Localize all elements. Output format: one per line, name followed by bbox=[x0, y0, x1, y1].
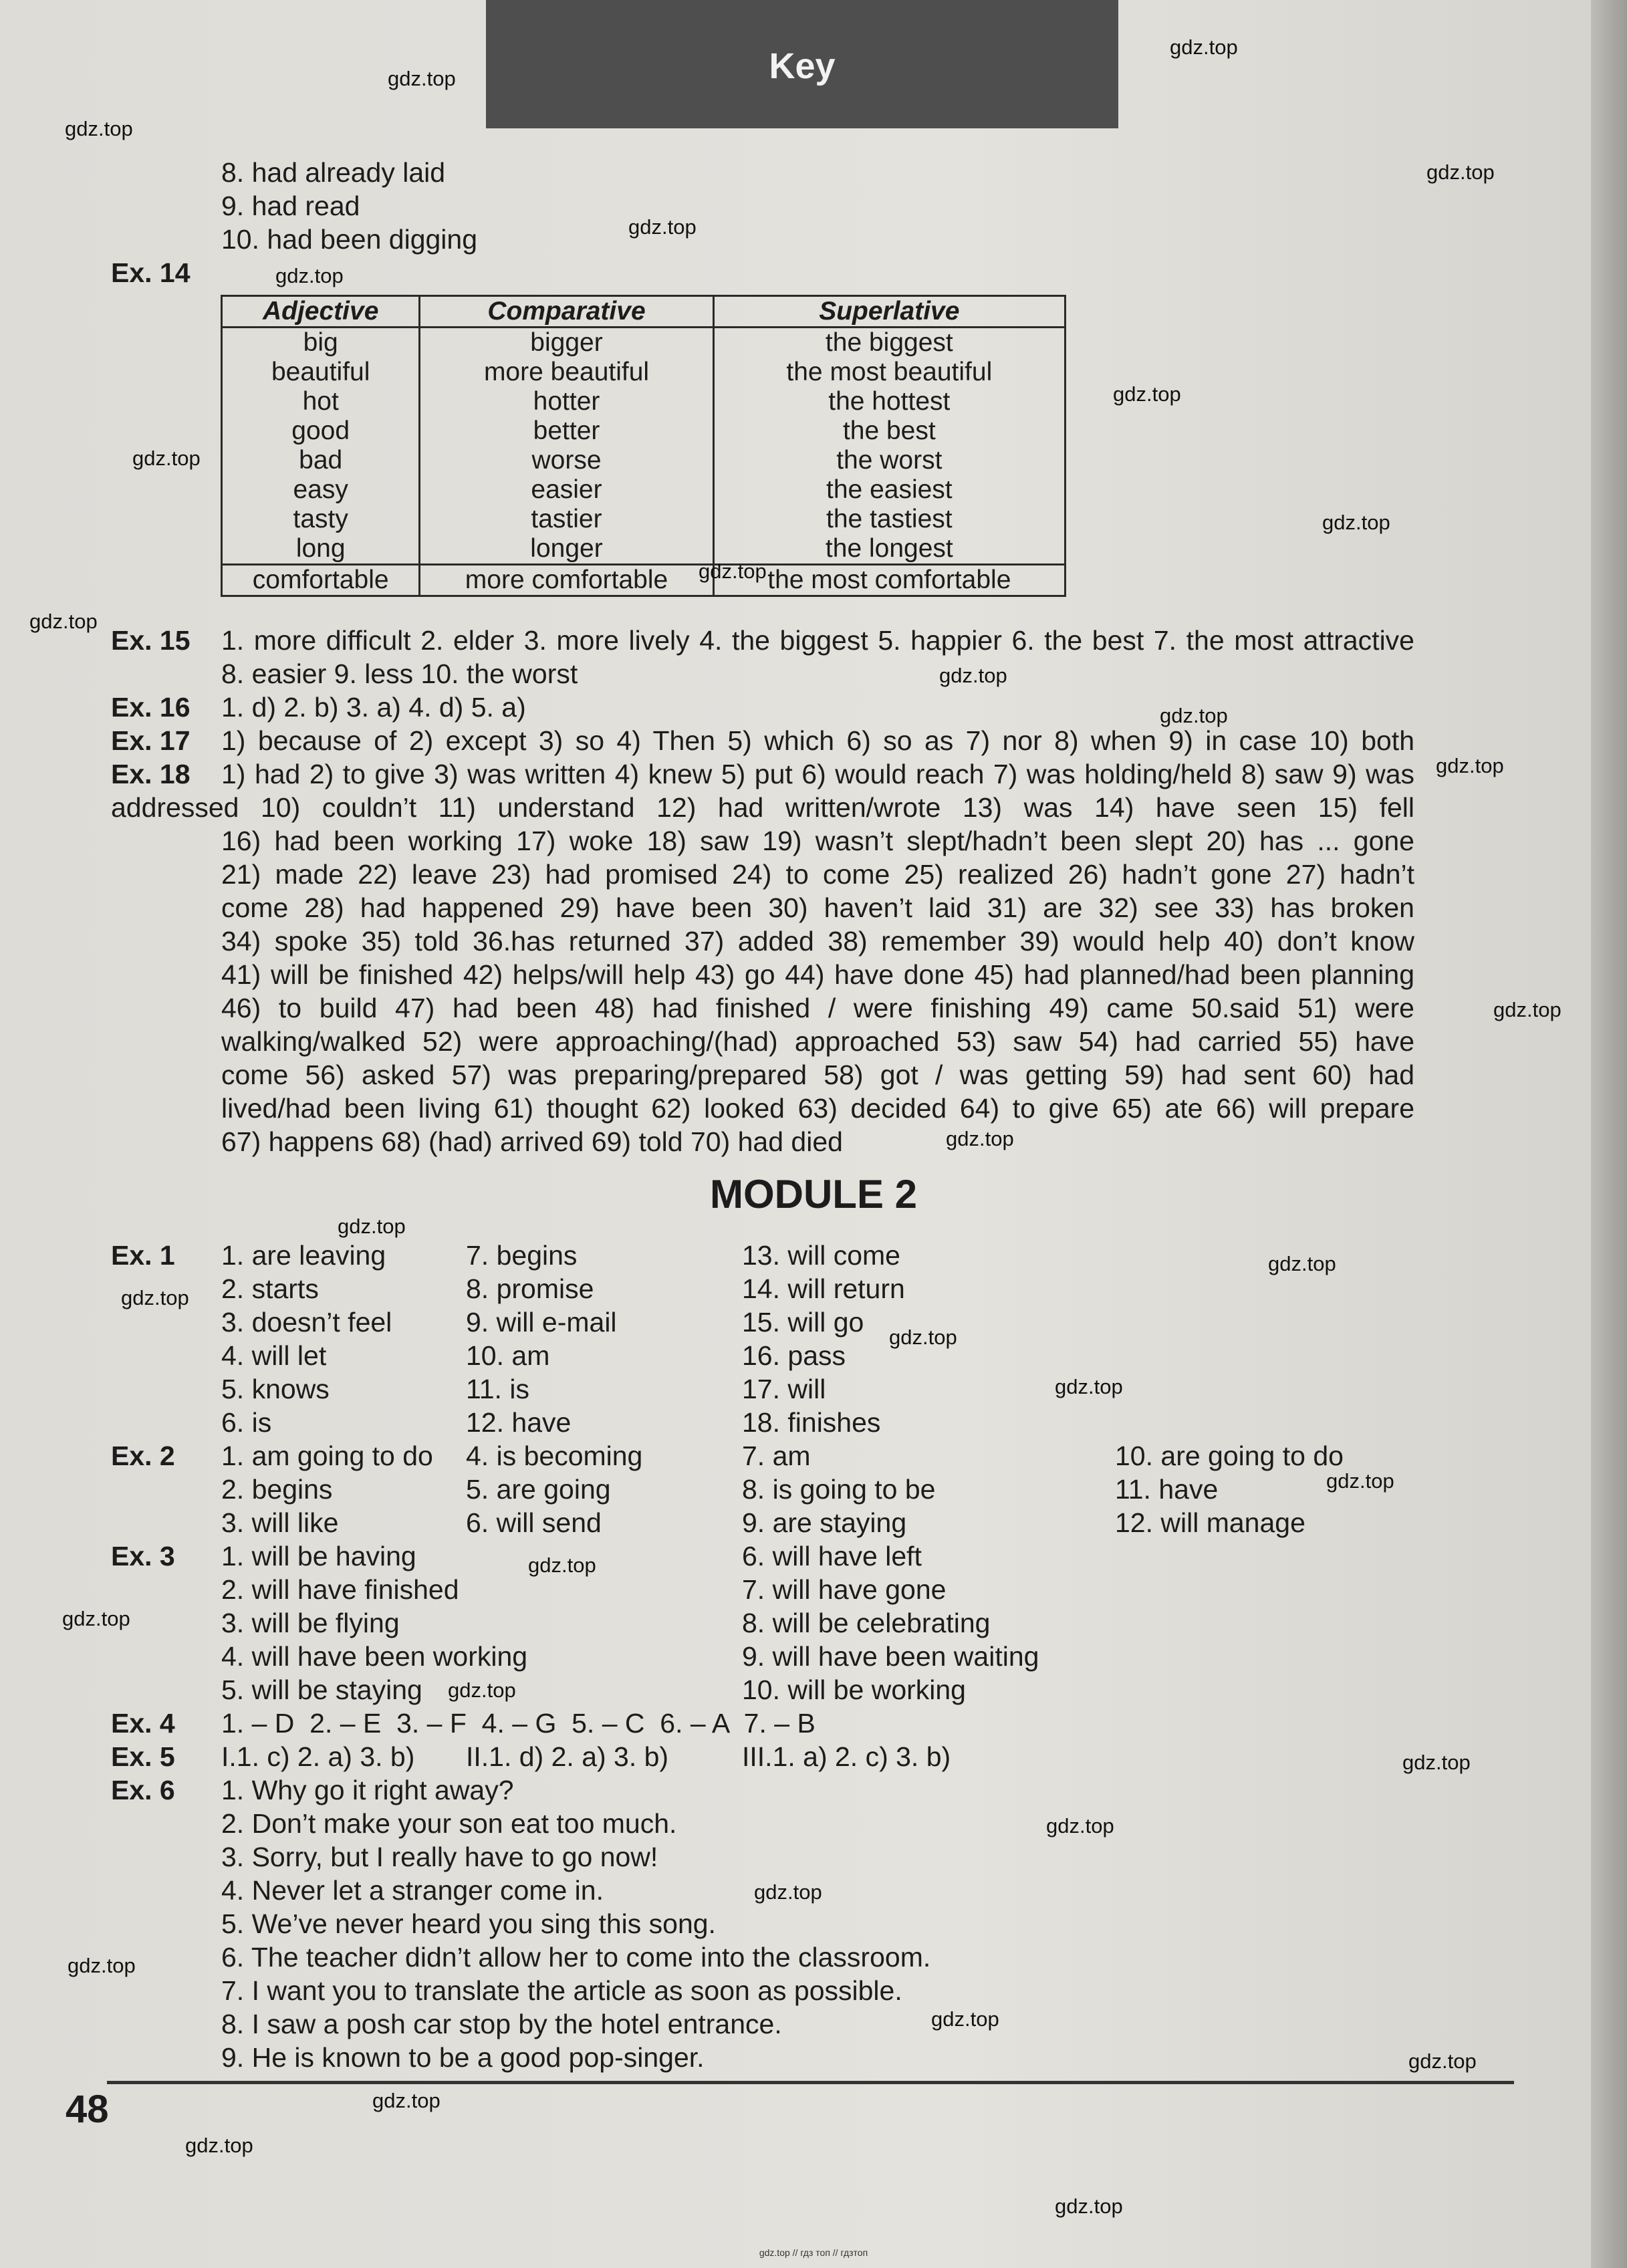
ex18-line: 46) to build 47) had been 48) had finished / were finishing 49) came 50.said 51) were bbox=[221, 993, 1414, 1023]
ex15-line: 1. more difficult 2. elder 3. more lively 4. the biggest 5. happier 6. the best 7. the most attractive bbox=[221, 625, 1414, 656]
watermark: gdz.top bbox=[1046, 1814, 1114, 1838]
list-item: 2. starts bbox=[221, 1273, 319, 1304]
list-item: 9. are staying bbox=[742, 1507, 907, 1538]
list-item: 1. Why go it right away? bbox=[221, 1775, 514, 1805]
list-item: 10. had been digging bbox=[221, 224, 478, 255]
table-header: Superlative bbox=[713, 296, 1065, 328]
ex5-part: II.1. d) 2. a) 3. b) bbox=[466, 1741, 669, 1772]
list-item: 3. will be flying bbox=[221, 1608, 400, 1638]
table-row bbox=[222, 416, 1066, 446]
ex5-label: Ex. 5 bbox=[111, 1741, 175, 1772]
watermark: gdz.top bbox=[62, 1607, 130, 1630]
table-cell: the most comfortable bbox=[713, 565, 1065, 596]
table-cell: the longest bbox=[713, 534, 1065, 565]
watermark: gdz.top bbox=[1160, 704, 1228, 727]
ex15-line: 8. easier 9. less 10. the worst bbox=[221, 658, 578, 689]
watermark: gdz.top bbox=[121, 1286, 189, 1309]
table-row bbox=[222, 387, 1066, 416]
table-cell: more comfortable bbox=[420, 565, 713, 596]
list-item: 12. have bbox=[466, 1407, 572, 1438]
page-title: Key bbox=[769, 46, 836, 86]
list-item: 8. is going to be bbox=[742, 1474, 936, 1505]
table-cell: easy bbox=[222, 475, 420, 505]
table-cell: hotter bbox=[420, 387, 713, 416]
list-item: 7. I want you to translate the article as soon as possible. bbox=[221, 1975, 902, 2006]
ex18-line: 1) had 2) to give 3) was written 4) knew 5) put 6) would reach 7) was holding/held 8) saw 9) was bbox=[221, 759, 1414, 789]
ex6-label: Ex. 6 bbox=[111, 1775, 175, 1805]
list-item: 8. had already laid bbox=[221, 157, 446, 188]
table-row bbox=[222, 446, 1066, 475]
list-item: 9. will e-mail bbox=[466, 1307, 617, 1338]
ex16-label: Ex. 16 bbox=[111, 692, 191, 723]
ex17-label: Ex. 17 bbox=[111, 725, 191, 756]
list-item: 5. knows bbox=[221, 1374, 330, 1404]
ex18-line: 34) spoke 35) told 36.has returned 37) added 38) remember 39) would help 40) don’t know bbox=[221, 926, 1414, 957]
watermark: gdz.top bbox=[185, 2134, 253, 2157]
list-item: 10. will be working bbox=[742, 1674, 966, 1705]
ex3-label: Ex. 3 bbox=[111, 1541, 175, 1571]
list-item: 1. will be having bbox=[221, 1541, 416, 1571]
watermark: gdz.top bbox=[628, 215, 697, 239]
ex16-answers: 1. d) 2. b) 3. a) 4. d) 5. a) bbox=[221, 692, 526, 723]
table-row bbox=[222, 475, 1066, 505]
ex4-answers: 1. – D 2. – E 3. – F 4. – G 5. – C 6. – A 7. – B bbox=[221, 1708, 816, 1739]
list-item: 3. doesn’t feel bbox=[221, 1307, 392, 1338]
table-cell: hot bbox=[222, 387, 420, 416]
list-item: 6. will have left bbox=[742, 1541, 922, 1571]
table-cell: tasty bbox=[222, 505, 420, 534]
table-cell: bigger bbox=[420, 328, 713, 358]
list-item: 10. are going to do bbox=[1115, 1440, 1344, 1471]
watermark: gdz.top bbox=[1170, 35, 1238, 59]
list-item: 6. will send bbox=[466, 1507, 602, 1538]
watermark: gdz.top bbox=[1426, 160, 1495, 184]
watermark: gdz.top bbox=[1322, 511, 1390, 534]
list-item: 5. We’ve never heard you sing this song. bbox=[221, 1908, 716, 1939]
list-item: 2. will have finished bbox=[221, 1574, 459, 1605]
watermark: gdz.top bbox=[68, 1954, 136, 1977]
table-cell: big bbox=[222, 328, 420, 358]
watermark: gdz.top bbox=[448, 1678, 516, 1702]
page-edge bbox=[1591, 0, 1627, 2268]
list-item: 5. will be staying bbox=[221, 1674, 422, 1705]
list-item: 11. is bbox=[466, 1374, 529, 1404]
ex18-line: come 56) asked 57) was preparing/prepared 58) got / was getting 59) had sent 60) had bbox=[221, 1059, 1414, 1090]
list-item: 14. will return bbox=[742, 1273, 905, 1304]
ex2-label: Ex. 2 bbox=[111, 1440, 175, 1471]
watermark: gdz.top bbox=[889, 1326, 957, 1349]
watermark: gdz.top bbox=[275, 264, 344, 287]
list-item: 5. are going bbox=[466, 1474, 611, 1505]
list-item: 10. am bbox=[466, 1340, 550, 1371]
ex17-answers: 1) because of 2) except 3) so 4) Then 5) which 6) so as 7) nor 8) when 9) in case 10) both bbox=[221, 725, 1414, 756]
list-item: 3. Sorry, but I really have to go now! bbox=[221, 1842, 658, 1872]
watermark: gdz.top bbox=[65, 117, 133, 140]
list-item: 4. will let bbox=[221, 1340, 327, 1371]
table-cell: beautiful bbox=[222, 358, 420, 387]
table-cell: better bbox=[420, 416, 713, 446]
watermark: gdz.top bbox=[1055, 2194, 1123, 2218]
table-cell: the most beautiful bbox=[713, 358, 1065, 387]
section-title: MODULE 2 bbox=[709, 1172, 918, 1217]
ex15-label: Ex. 15 bbox=[111, 625, 191, 656]
table-cell: easier bbox=[420, 475, 713, 505]
list-item: 6. The teacher didn’t allow her to come into the classroom. bbox=[221, 1942, 931, 1973]
table-cell: good bbox=[222, 416, 420, 446]
table-cell: long bbox=[222, 534, 420, 565]
table-cell: the hottest bbox=[713, 387, 1065, 416]
list-item: 8. will be celebrating bbox=[742, 1608, 991, 1638]
watermark: gdz.top bbox=[372, 2089, 441, 2112]
table-row bbox=[222, 358, 1066, 387]
watermark: gdz.top bbox=[1402, 1751, 1471, 1774]
watermark: gdz.top bbox=[1268, 1252, 1336, 1275]
watermark: gdz.top bbox=[931, 2007, 999, 2031]
table-cell: longer bbox=[420, 534, 713, 565]
watermark: gdz.top bbox=[132, 447, 201, 470]
list-item: 3. will like bbox=[221, 1507, 339, 1538]
list-item: 1. am going to do bbox=[221, 1440, 433, 1471]
ex18-line: 41) will be finished 42) helps/will help 43) go 44) have done 45) had planned/had been planning bbox=[221, 959, 1414, 990]
ex18-line: walking/walked 52) were approaching/(had) approached 53) saw 54) had carried 55) have bbox=[221, 1026, 1414, 1057]
list-item: 4. is becoming bbox=[466, 1440, 643, 1471]
list-item: 12. will manage bbox=[1115, 1507, 1305, 1538]
watermark: gdz.top bbox=[1493, 998, 1561, 1021]
watermark: gdz.top bbox=[338, 1215, 406, 1238]
list-item: 1. are leaving bbox=[221, 1240, 386, 1271]
page-number: 48 bbox=[66, 2088, 109, 2131]
list-item: 16. pass bbox=[742, 1340, 846, 1371]
watermark: gdz.top bbox=[1408, 2049, 1477, 2073]
ex18-label: Ex. 18 bbox=[111, 759, 191, 789]
watermark: gdz.top bbox=[1326, 1469, 1394, 1493]
watermark: gdz.top bbox=[699, 559, 767, 583]
ex18-line: come 28) had happened 29) have been 30) haven’t laid 31) are 32) see 33) has broken bbox=[221, 892, 1414, 923]
list-item: 15. will go bbox=[742, 1307, 864, 1338]
ex5-part: I.1. c) 2. a) 3. b) bbox=[221, 1741, 415, 1772]
list-item: 17. will bbox=[742, 1374, 826, 1404]
table-row bbox=[222, 565, 1066, 596]
list-item: 8. promise bbox=[466, 1273, 594, 1304]
ex5-part: III.1. a) 2. c) 3. b) bbox=[742, 1741, 951, 1772]
ex18-line: lived/had been living 61) thought 62) looked 63) decided 64) to give 65) ate 66) will prepare bbox=[221, 1093, 1414, 1124]
watermark: gdz.top bbox=[946, 1127, 1014, 1150]
list-item: 2. Don’t make your son eat too much. bbox=[221, 1808, 677, 1839]
list-item: 6. is bbox=[221, 1407, 272, 1438]
table-row bbox=[222, 505, 1066, 534]
list-item: 9. He is known to be a good pop-singer. bbox=[221, 2042, 705, 2073]
ex14-table bbox=[221, 295, 1066, 597]
table-cell: tastier bbox=[420, 505, 713, 534]
table-cell: the tastiest bbox=[713, 505, 1065, 534]
watermark: gdz.top bbox=[388, 67, 456, 90]
watermark: gdz.top bbox=[1436, 754, 1504, 777]
table-cell: worse bbox=[420, 446, 713, 475]
table-cell: comfortable bbox=[222, 565, 420, 596]
table-cell: the biggest bbox=[713, 328, 1065, 358]
watermark: gdz.top bbox=[754, 1880, 822, 1904]
list-item: 7. will have gone bbox=[742, 1574, 947, 1605]
list-item: 7. begins bbox=[466, 1240, 578, 1271]
table-row bbox=[222, 534, 1066, 565]
list-item: 4. will have been working bbox=[221, 1641, 528, 1672]
ex18-line: 16) had been working 17) woke 18) saw 19) wasn’t slept/hadn’t been slept 20) has ... gone bbox=[221, 826, 1414, 856]
table-cell: more beautiful bbox=[420, 358, 713, 387]
list-item: 2. begins bbox=[221, 1474, 333, 1505]
ex18-line: 67) happens 68) (had) arrived 69) told 70) had died bbox=[221, 1126, 843, 1157]
watermark: gdz.top bbox=[29, 610, 98, 633]
table-row bbox=[222, 328, 1066, 358]
table-cell: the easiest bbox=[713, 475, 1065, 505]
watermark: gdz.top bbox=[939, 664, 1007, 687]
table-cell: the best bbox=[713, 416, 1065, 446]
table-cell: bad bbox=[222, 446, 420, 475]
ex18-line: 21) made 22) leave 23) had promised 24) to come 25) realized 26) hadn’t gone 27) hadn’t bbox=[221, 859, 1414, 890]
table-header: Adjective bbox=[222, 296, 420, 328]
watermark: gdz.top bbox=[1055, 1375, 1123, 1398]
list-item: 18. finishes bbox=[742, 1407, 881, 1438]
ex14-label: Ex. 14 bbox=[111, 257, 191, 288]
ex4-label: Ex. 4 bbox=[111, 1708, 175, 1739]
list-item: 4. Never let a stranger come in. bbox=[221, 1875, 604, 1906]
watermark: gdz.top bbox=[1113, 382, 1181, 406]
list-item: 9. had read bbox=[221, 191, 360, 221]
ex1-label: Ex. 1 bbox=[111, 1240, 175, 1271]
table-header: Comparative bbox=[420, 296, 713, 328]
list-item: 7. am bbox=[742, 1440, 811, 1471]
list-item: 11. have bbox=[1115, 1474, 1219, 1505]
list-item: 9. will have been waiting bbox=[742, 1641, 1039, 1672]
watermark: gdz.top bbox=[528, 1553, 596, 1577]
list-item: 8. I saw a posh car stop by the hotel entrance. bbox=[221, 2009, 782, 2039]
table-cell: the worst bbox=[713, 446, 1065, 475]
bottom-note[interactable]: gdz.top // гдз топ // гдзтоп bbox=[759, 2247, 868, 2258]
ex18-line: addressed 10) couldn’t 11) understand 12) had written/wrote 13) was 14) have seen 15) fell bbox=[111, 792, 1414, 823]
footer-rule bbox=[107, 2081, 1514, 2084]
list-item: 13. will come bbox=[742, 1240, 900, 1271]
